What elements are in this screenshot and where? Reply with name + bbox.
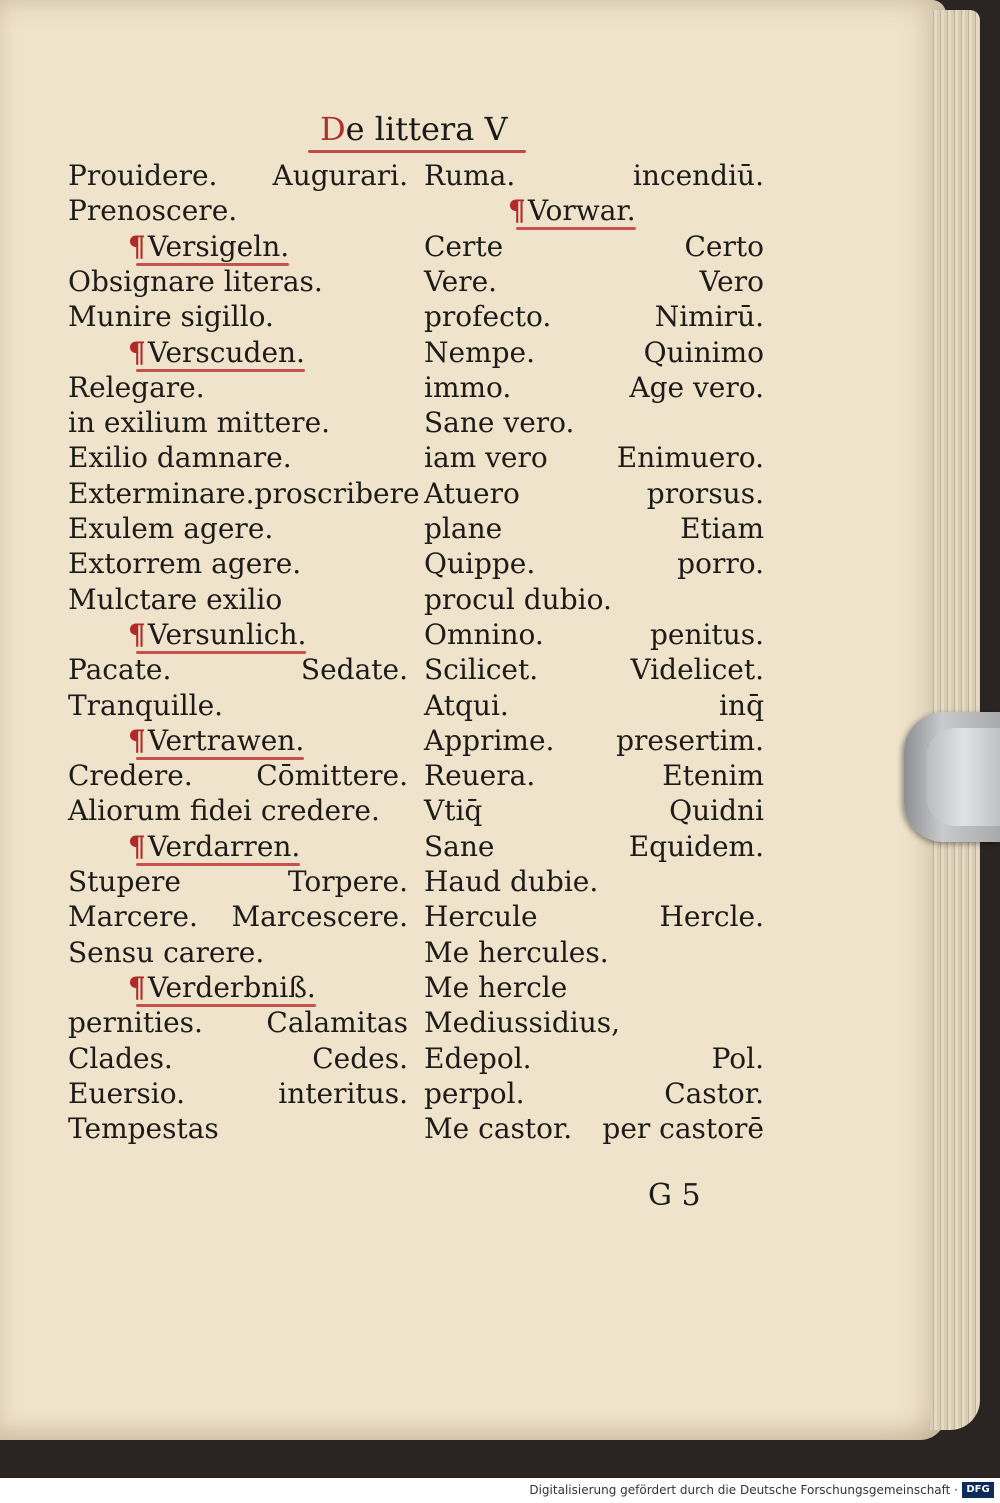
right-column-word: inq̄ xyxy=(719,689,764,722)
left-column-word: Euersio. xyxy=(68,1077,186,1110)
left-column-word: Exulem agere. xyxy=(68,512,274,545)
left-column-word: Stupere xyxy=(68,865,181,898)
right-column-word: Me hercules. xyxy=(424,936,609,969)
right-column-word: Ruma. xyxy=(424,159,516,192)
right-column-word: Sane xyxy=(424,830,495,863)
left-column-word: Marcescere. xyxy=(231,900,408,933)
left-column-word: Clades. xyxy=(68,1042,173,1075)
left-column-word: Relegare. xyxy=(68,371,205,404)
right-column-word: Hercle. xyxy=(659,900,764,933)
left-column-word: Credere. xyxy=(68,759,193,792)
right-column-word: Etiam xyxy=(680,512,764,545)
footer-text: Digitalisierung gefördert durch die Deutsche Forschungsgemeinschaft · xyxy=(529,1483,958,1497)
right-column-word: Quinimo xyxy=(643,336,764,369)
left-column-word: Munire sigillo. xyxy=(68,300,274,333)
right-column-word: profecto. xyxy=(424,300,552,333)
left-column-word: pernities. xyxy=(68,1006,203,1039)
right-column-word: Me hercle xyxy=(424,971,568,1004)
right-column-word: per castorē xyxy=(602,1112,764,1145)
right-column-word: perpol. xyxy=(424,1077,525,1110)
dfg-logo: DFG xyxy=(962,1482,994,1498)
left-column-word: Tranquille. xyxy=(68,689,224,722)
left-column-word: Torpere. xyxy=(287,865,408,898)
right-column-word: Edepol. xyxy=(424,1042,532,1075)
left-column-word: Augurari. xyxy=(272,159,408,192)
left-column-word: in exilium mittere. xyxy=(68,406,331,439)
left-column-word: Exilio damnare. xyxy=(68,441,292,474)
left-column-word: Cedes. xyxy=(312,1042,408,1075)
left-column-word: Extorrem agere. xyxy=(68,547,302,580)
left-column-word: Prouidere. xyxy=(68,159,218,192)
right-column-word: Videlicet. xyxy=(630,653,764,686)
pilcrow-icon: ¶ xyxy=(128,830,146,863)
right-column-word: Haud dubie. xyxy=(424,865,599,898)
right-column-word: prorsus. xyxy=(646,477,764,510)
left-column-word: Marcere. xyxy=(68,900,198,933)
right-column-rubric-heading xyxy=(508,193,636,229)
left-column-word: Sensu carere. xyxy=(68,936,265,969)
left-column-rubric-text: Verderbniß. xyxy=(147,971,316,1004)
pilcrow-icon: ¶ xyxy=(508,194,526,227)
left-column-rubric-heading xyxy=(128,829,300,865)
book-clip-inner xyxy=(926,728,1000,826)
left-column-rubric-heading xyxy=(128,617,306,653)
right-column-word: incendiū. xyxy=(632,159,764,192)
left-column-word: Aliorum fidei credere. xyxy=(68,794,380,827)
left-column-rubric-heading xyxy=(128,335,305,371)
left-column-rubric-text: Versigeln. xyxy=(147,230,290,263)
left-column-word: Cōmittere. xyxy=(256,759,408,792)
left-column-word: Obsignare literas. xyxy=(68,265,323,298)
right-column-word: Etenim xyxy=(662,759,764,792)
right-column-word: Vere. xyxy=(424,265,498,298)
pilcrow-icon: ¶ xyxy=(128,618,146,651)
right-column-word: Certe xyxy=(424,230,504,263)
left-column-word: Sedate. xyxy=(300,653,408,686)
right-column-word: Certo xyxy=(684,230,764,263)
right-column-word: Reuera. xyxy=(424,759,536,792)
right-column-word: Age vero. xyxy=(629,371,764,404)
pilcrow-icon: ¶ xyxy=(128,336,146,369)
right-column-word: Omnino. xyxy=(424,618,544,651)
right-column-word: Quippe. xyxy=(424,547,536,580)
right-column-word: Enimuero. xyxy=(616,441,764,474)
right-column-word: Castor. xyxy=(664,1077,764,1110)
left-column-rubric-text: Verdarren. xyxy=(147,830,301,863)
left-column-word: Calamitas xyxy=(266,1006,408,1039)
right-column-word: Sane vero. xyxy=(424,406,575,439)
right-column-word: Me castor. xyxy=(424,1112,573,1145)
left-column-word: interitus. xyxy=(278,1077,408,1110)
right-column-word: plane xyxy=(424,512,503,545)
left-column-rubric-text: Vertrawen. xyxy=(147,724,305,757)
left-column-word: Mulctare exilio xyxy=(68,583,283,616)
right-column-word: Quidni xyxy=(669,794,764,827)
left-column-word: Prenoscere. xyxy=(68,194,238,227)
right-column-word: porro. xyxy=(677,547,764,580)
pilcrow-icon: ¶ xyxy=(128,971,146,1004)
running-head-text: e littera V xyxy=(345,110,508,148)
footer-bar xyxy=(0,1478,1000,1503)
running-head-rule xyxy=(308,150,526,153)
right-column-word: procul dubio. xyxy=(424,583,612,616)
left-column-rubric-text: Verscuden. xyxy=(147,336,305,369)
right-column-word: Vero xyxy=(699,265,764,298)
right-column-word: Mediussidius, xyxy=(424,1006,621,1039)
left-column-word: Tempestas xyxy=(68,1112,219,1145)
right-column-word: Nempe. xyxy=(424,336,536,369)
pilcrow-icon: ¶ xyxy=(128,724,146,757)
running-head xyxy=(320,110,540,152)
right-column-rubric-underline xyxy=(516,227,636,230)
right-column-word: Hercule xyxy=(424,900,538,933)
right-column-word: Atuero xyxy=(424,477,520,510)
left-column-word: Pacate. xyxy=(68,653,172,686)
left-column-rubric-heading xyxy=(128,723,304,759)
right-column-word: Nimirū. xyxy=(654,300,764,333)
right-column-word: Equidem. xyxy=(628,830,764,863)
right-column-word: Apprime. xyxy=(424,724,555,757)
running-head-initial: D xyxy=(320,110,346,148)
right-column-word: immo. xyxy=(424,371,512,404)
right-column-word: presertim. xyxy=(616,724,764,757)
left-column-rubric-heading xyxy=(128,229,289,265)
right-column-word: Pol. xyxy=(711,1042,764,1075)
right-column-word: Vtiq̄ xyxy=(424,794,483,827)
right-column-word: iam vero xyxy=(424,441,548,474)
right-column-word: Atqui. xyxy=(424,689,509,722)
left-column-word: Exterminare.proscribere xyxy=(68,477,420,510)
left-column-rubric-text: Versunlich. xyxy=(147,618,307,651)
right-column-word: Scilicet. xyxy=(424,653,539,686)
pilcrow-icon: ¶ xyxy=(128,230,146,263)
right-column-word: penitus. xyxy=(649,618,764,651)
left-column-rubric-heading xyxy=(128,970,316,1006)
right-column-rubric-text: Vorwar. xyxy=(527,194,636,227)
signature-mark: G 5 xyxy=(648,1178,701,1213)
